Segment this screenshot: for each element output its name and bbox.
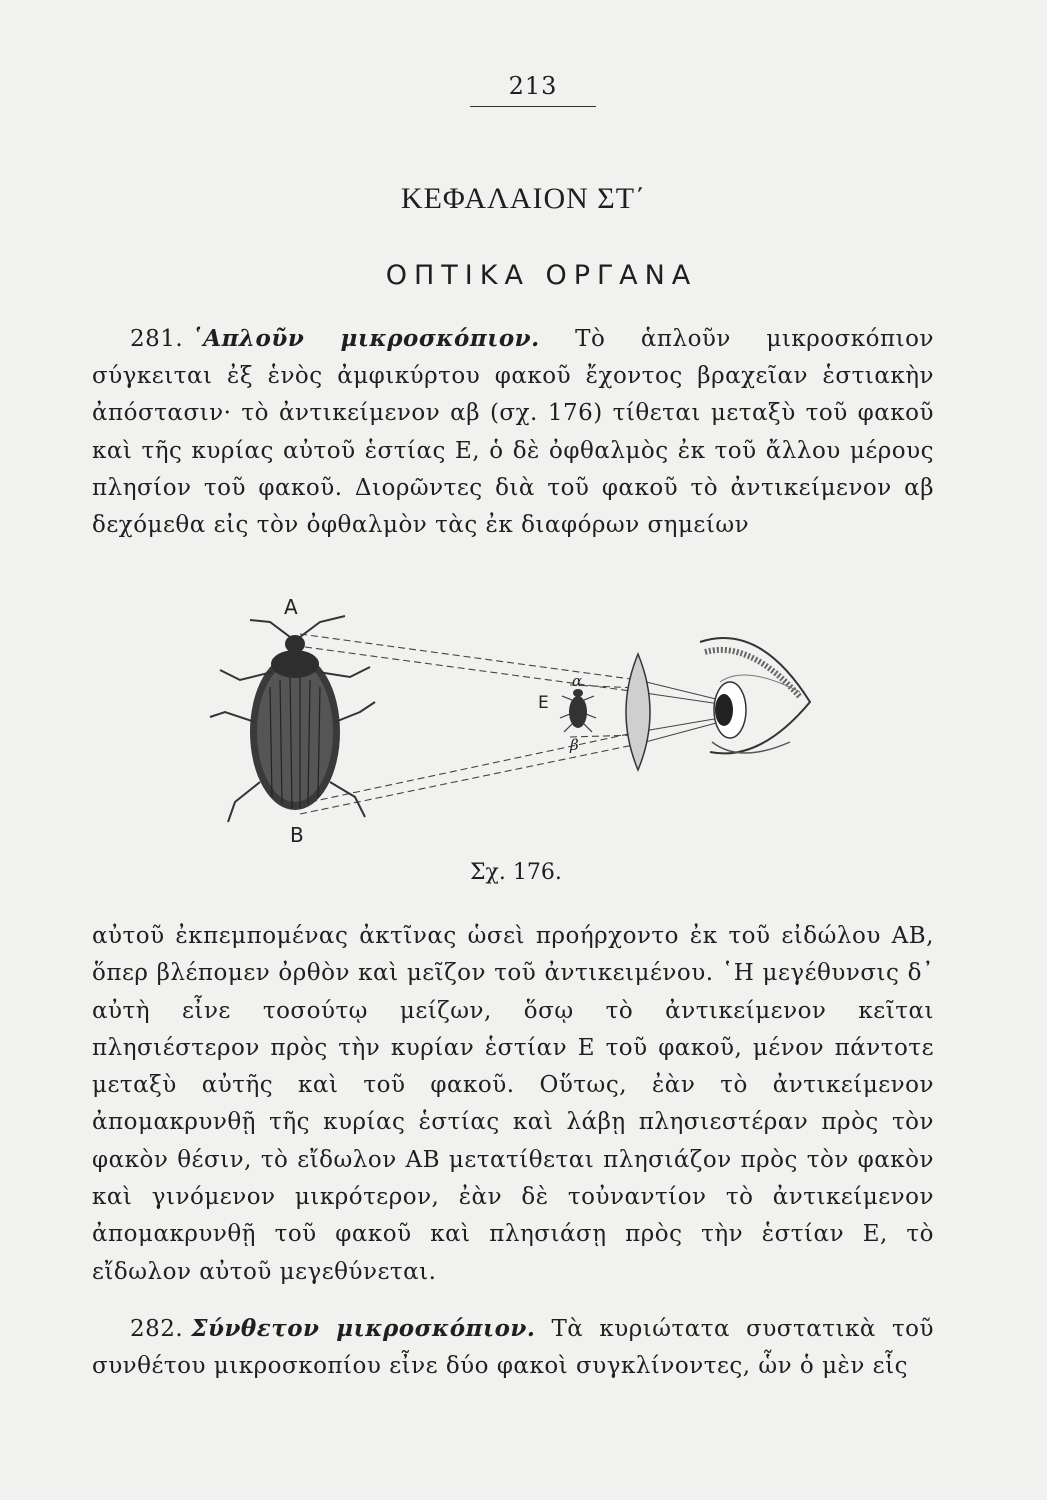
paragraph-text: Τὰ κυριώτατα συστατικὰ τοῦ συνθέτου μικροσκοπίου εἶνε δύο φακοὶ συγκλίνοντες, ὧν ὁ μὲν εἷς <box>92 1316 935 1380</box>
paragraph-heading: Σύνθετον μικροσκόπιον. <box>191 1315 536 1342</box>
paragraph-heading: ῾Απλοῦν μικροσκόπιον. <box>191 325 540 352</box>
label-a: α <box>572 672 583 690</box>
lens-icon <box>626 654 650 770</box>
label-b: β <box>570 736 579 754</box>
eye-icon <box>700 638 810 753</box>
paragraph-continuation <box>92 918 934 1291</box>
beetle-object-icon <box>560 689 596 732</box>
figure-caption: Σχ. 176. <box>470 860 562 885</box>
label-A: Α <box>284 595 298 619</box>
page-number: 213 <box>508 72 558 100</box>
figure-simple-microscope <box>200 592 830 852</box>
paragraph-number: 281. <box>130 326 184 352</box>
ray-lines <box>300 634 638 814</box>
label-B: Β <box>290 823 304 847</box>
paragraph-text: αὐτοῦ ἐκπεμπομένας ἀκτῖνας ὡσεὶ προήρχοντο ἐκ τοῦ εἰδώλου ΑΒ, ὅπερ βλέπομεν ὀρθὸν καὶ μεῖζον τοῦ ἀντικειμένου. ῾Η μεγέθυνσις δ᾽ αὐτὴ εἶνε τοσούτῳ μείζων, ὅσῳ τὸ ἀντικείμενον κεῖται πλησιέστερον πρὸς τὴν κυρίαν ἑστίαν Ε τοῦ φακοῦ, μένον πάντοτε μεταξὺ αὐτῆς καὶ τοῦ φακοῦ. Οὕτως, ἐὰν τὸ ἀντικείμενον ἀπομακρυνθῇ τῆς κυρίας ἑστίας καὶ λάβῃ πλησιεστέραν πρὸς τὸν φακὸν θέσιν, τὸ εἴδωλον ΑΒ μετατίθεται πλησιάζον πρὸς τὸν φακὸν καὶ γινόμενον μικρότερον, ἐὰν δὲ τοὐναντίον τὸ ἀντικείμενον ἀπομακρυνθῇ τοῦ φακοῦ καὶ πλησιάσῃ πρὸς τὴν ἑστίαν Ε, τὸ εἴδωλον αὐτοῦ μεγεθύνεται. <box>92 923 934 1285</box>
beetle-image-icon <box>210 616 375 822</box>
header-rule <box>470 106 596 107</box>
paragraph-281 <box>92 320 934 544</box>
paragraph-282 <box>92 1310 934 1385</box>
paragraph-number: 282. <box>130 1316 184 1342</box>
section-title: ΟΠΤΙΚΑ ΟΡΓΑΝΑ <box>385 260 698 291</box>
paragraph-text: Τὸ ἁπλοῦν μικροσκόπιον σύγκειται ἐξ ἑνὸς ἀμφικύρτου φακοῦ ἔχοντος βραχεῖαν ἑστιακὴν ἀπόστασιν· τὸ ἀντικείμενον αβ (σχ. 176) τίθεται μεταξὺ τοῦ φακοῦ καὶ τῆς κυρίας αὐτοῦ ἑστίας Ε, ὁ δὲ ὀφθαλμὸς ἐκ τοῦ ἄλλου μέρους πλησίον τοῦ φακοῦ. Διορῶντες διὰ τοῦ φακοῦ τὸ ἀντικείμενον αβ δεχόμεθα εἰς τὸν ὀφθαλμὸν τὰς ἐκ διαφόρων σημείων <box>92 326 934 539</box>
chapter-title: ΚΕΦΑΛΑΙΟΝ ΣΤ΄ <box>400 182 647 215</box>
label-E: Ε <box>538 693 549 713</box>
